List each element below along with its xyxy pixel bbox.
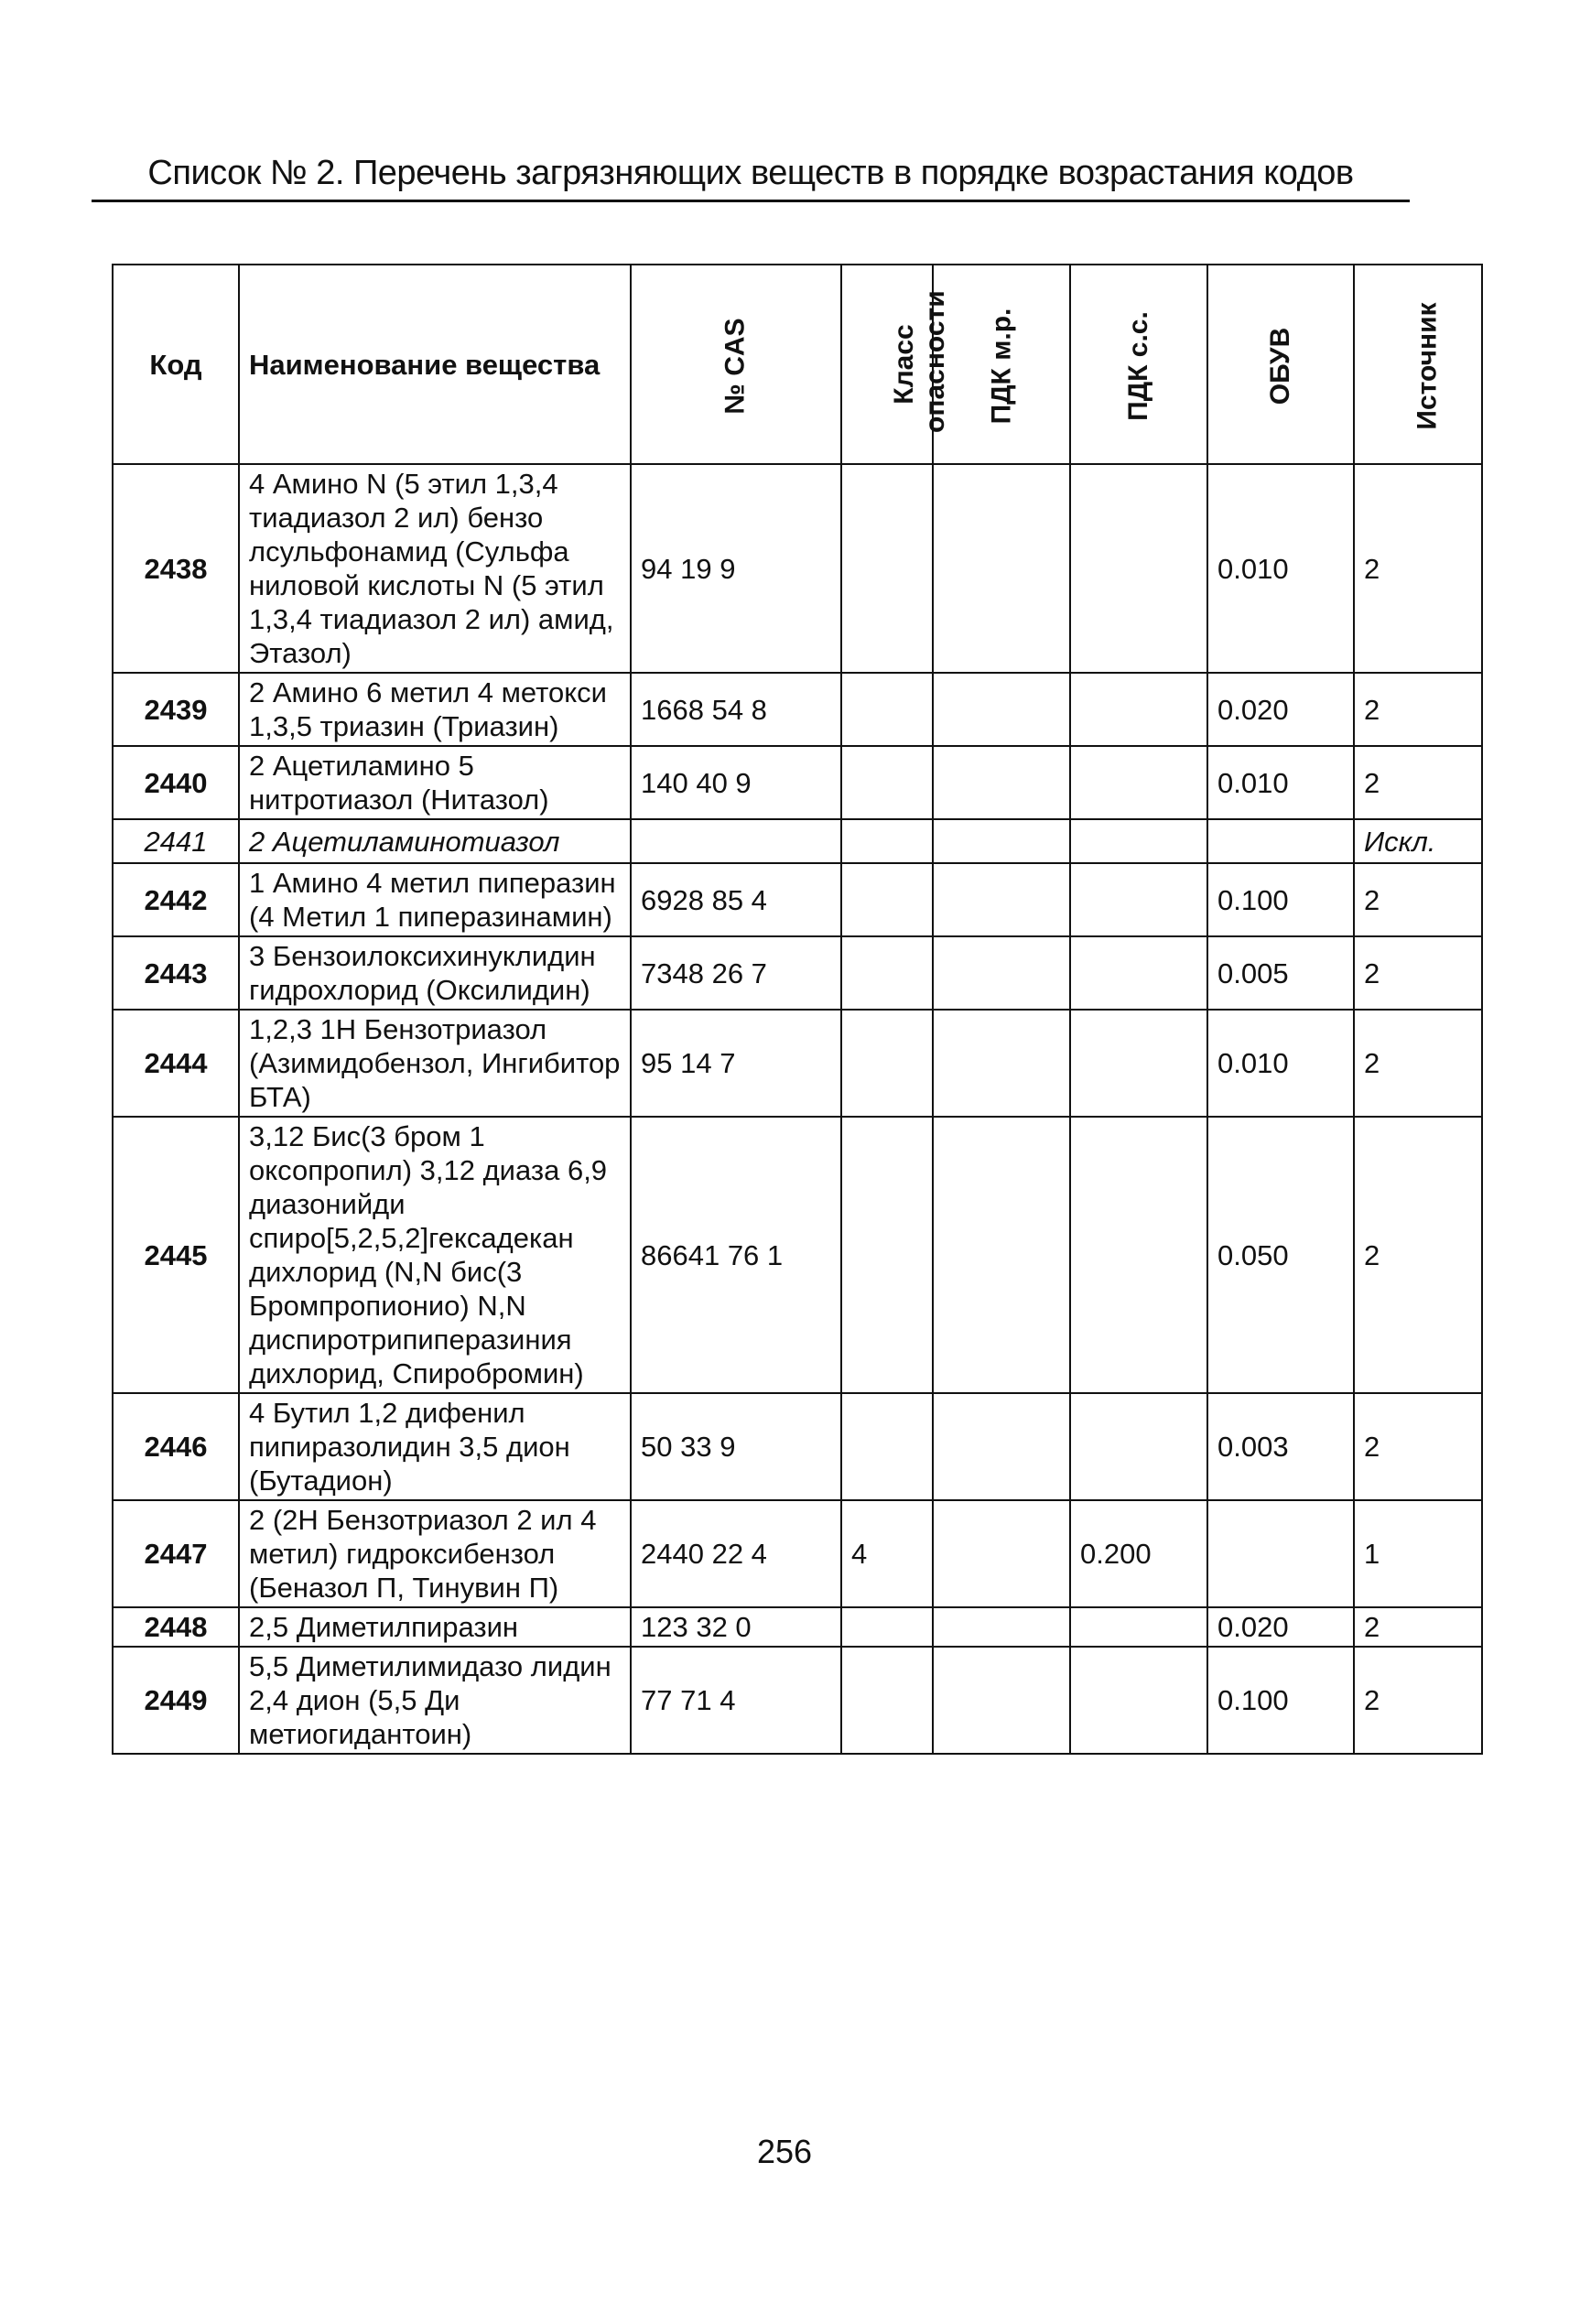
cell-hazard-class: 4	[841, 1500, 933, 1607]
cell-obuv: 0.010	[1207, 464, 1354, 673]
cell-code: 2441	[113, 819, 239, 863]
cell-source: 2	[1354, 1607, 1482, 1647]
table-row	[113, 746, 1482, 819]
cell-pdk-mr	[933, 1117, 1070, 1393]
cell-pdk-ss	[1070, 1393, 1207, 1500]
table-body	[113, 464, 1482, 1754]
cell-hazard-class	[841, 1393, 933, 1500]
cell-cas: 123 32 0	[631, 1607, 841, 1647]
column-header-pdk-ss	[1070, 265, 1207, 464]
cell-source: 2	[1354, 746, 1482, 819]
cell-cas: 94 19 9	[631, 464, 841, 673]
cell-name: 5,5 Диметилимидазо лидин 2,4 дион (5,5 Ди метиогидантоин)	[239, 1647, 631, 1754]
column-header-hazard-class-label: Класс опасности	[889, 290, 950, 433]
cell-obuv	[1207, 819, 1354, 863]
cell-pdk-ss	[1070, 746, 1207, 819]
cell-pdk-mr	[933, 819, 1070, 863]
table-row	[113, 673, 1482, 746]
cell-code: 2439	[113, 673, 239, 746]
column-header-source-label: Источник	[1412, 301, 1443, 430]
cell-name: 2 Ацетиламино 5 нитротиазол (Нитазол)	[239, 746, 631, 819]
cell-pdk-mr	[933, 936, 1070, 1010]
cell-code: 2448	[113, 1607, 239, 1647]
cell-code: 2449	[113, 1647, 239, 1754]
column-header-cas	[631, 265, 841, 464]
cell-pdk-ss	[1070, 819, 1207, 863]
cell-name: 1,2,3 1H Бензотриазол (Азимидобензол, Ингибитор БТА)	[239, 1010, 631, 1117]
cell-hazard-class	[841, 1010, 933, 1117]
table-row	[113, 464, 1482, 673]
cell-pdk-mr	[933, 746, 1070, 819]
cell-obuv: 0.010	[1207, 1010, 1354, 1117]
cell-cas: 7348 26 7	[631, 936, 841, 1010]
cell-pdk-ss	[1070, 1647, 1207, 1754]
table-row-excluded	[113, 819, 1482, 863]
cell-pdk-mr	[933, 1393, 1070, 1500]
cell-name: 2 Ацетиламинотиазол	[239, 819, 631, 863]
cell-name: 2,5 Диметилпиразин	[239, 1607, 631, 1647]
cell-obuv: 0.050	[1207, 1117, 1354, 1393]
cell-name: 3 Бензоилоксихинуклидин гидрохлорид (Оксилидин)	[239, 936, 631, 1010]
cell-code: 2438	[113, 464, 239, 673]
cell-name: 4 Амино N (5 этил 1,3,4 тиадиазол 2 ил) бензо лсульфонамид (Сульфа ниловой кислоты N (5 этил 1,3,4 тиадиазол 2 ил) амид, Этазол)	[239, 464, 631, 673]
cell-hazard-class	[841, 1117, 933, 1393]
column-header-pdk-ss-label: ПДК с.с.	[1123, 310, 1153, 421]
cell-name: 2 (2H Бензотриазол 2 ил 4 метил) гидроксибензол (Беназол П, Тинувин П)	[239, 1500, 631, 1607]
table-row	[113, 1647, 1482, 1754]
table-row	[113, 1393, 1482, 1500]
cell-pdk-ss: 0.200	[1070, 1500, 1207, 1607]
cell-obuv: 0.020	[1207, 673, 1354, 746]
cell-pdk-mr	[933, 863, 1070, 936]
cell-hazard-class	[841, 1607, 933, 1647]
cell-pdk-mr	[933, 673, 1070, 746]
cell-cas: 77 71 4	[631, 1647, 841, 1754]
column-header-source	[1354, 265, 1482, 464]
page-title: Список № 2. Перечень загрязняющих веществ в порядке возрастания кодов	[147, 154, 1354, 192]
cell-pdk-mr	[933, 1010, 1070, 1117]
column-header-name: Наименование вещества	[239, 265, 631, 464]
column-header-obuv-label: ОБУВ	[1264, 327, 1295, 405]
header-divider	[92, 200, 1410, 202]
cell-pdk-mr	[933, 1607, 1070, 1647]
table-header-row	[113, 265, 1482, 464]
column-header-pdk-mr-label: ПДК м.р.	[986, 308, 1016, 424]
column-header-code: Код	[113, 265, 239, 464]
cell-source: 2	[1354, 1010, 1482, 1117]
cell-hazard-class	[841, 464, 933, 673]
cell-hazard-class	[841, 1647, 933, 1754]
cell-cas: 6928 85 4	[631, 863, 841, 936]
cell-code: 2445	[113, 1117, 239, 1393]
cell-code: 2447	[113, 1500, 239, 1607]
table-row	[113, 1607, 1482, 1647]
cell-source: 2	[1354, 936, 1482, 1010]
cell-source: 2	[1354, 1647, 1482, 1754]
cell-pdk-ss	[1070, 863, 1207, 936]
cell-hazard-class	[841, 936, 933, 1010]
cell-obuv: 0.010	[1207, 746, 1354, 819]
cell-source: 2	[1354, 863, 1482, 936]
table-row	[113, 1500, 1482, 1607]
table-row	[113, 1010, 1482, 1117]
cell-name: 3,12 Бис(3 бром 1 оксопропил) 3,12 диаза 6,9 диазонийди спиро[5,2,5,2]гексадекан дихлорид (N,N бис(3 Бромпропионио) N,N диспиротрипиперазиния дихлорид, Спиробромин)	[239, 1117, 631, 1393]
cell-cas: 95 14 7	[631, 1010, 841, 1117]
cell-cas: 1668 54 8	[631, 673, 841, 746]
cell-code: 2444	[113, 1010, 239, 1117]
cell-code: 2440	[113, 746, 239, 819]
cell-obuv: 0.100	[1207, 863, 1354, 936]
table-row	[113, 936, 1482, 1010]
cell-pdk-ss	[1070, 1607, 1207, 1647]
cell-code: 2442	[113, 863, 239, 936]
cell-pdk-ss	[1070, 1117, 1207, 1393]
cell-pdk-ss	[1070, 1010, 1207, 1117]
cell-source: 2	[1354, 1117, 1482, 1393]
cell-cas: 140 40 9	[631, 746, 841, 819]
table-row	[113, 1117, 1482, 1393]
table-row	[113, 863, 1482, 936]
cell-source: 1	[1354, 1500, 1482, 1607]
cell-pdk-ss	[1070, 673, 1207, 746]
cell-obuv: 0.100	[1207, 1647, 1354, 1754]
cell-pdk-mr	[933, 1647, 1070, 1754]
cell-hazard-class	[841, 819, 933, 863]
cell-cas: 86641 76 1	[631, 1117, 841, 1393]
cell-name: 1 Амино 4 метил пиперазин (4 Метил 1 пиперазинамин)	[239, 863, 631, 936]
cell-pdk-ss	[1070, 936, 1207, 1010]
cell-pdk-mr	[933, 1500, 1070, 1607]
cell-source: 2	[1354, 464, 1482, 673]
cell-pdk-ss	[1070, 464, 1207, 673]
column-header-pdk-mr	[933, 265, 1070, 464]
cell-hazard-class	[841, 673, 933, 746]
cell-pdk-mr	[933, 464, 1070, 673]
column-header-obuv	[1207, 265, 1354, 464]
column-header-hazard-class	[841, 265, 950, 464]
cell-obuv	[1207, 1500, 1354, 1607]
cell-source: Искл.	[1354, 819, 1482, 863]
substances-table	[112, 264, 1483, 1755]
cell-obuv: 0.003	[1207, 1393, 1354, 1500]
cell-cas: 2440 22 4	[631, 1500, 841, 1607]
page-number: 256	[756, 2133, 813, 2170]
cell-hazard-class	[841, 746, 933, 819]
column-header-cas-label: № CAS	[720, 317, 751, 415]
cell-code: 2446	[113, 1393, 239, 1500]
cell-obuv: 0.005	[1207, 936, 1354, 1010]
cell-cas	[631, 819, 841, 863]
cell-source: 2	[1354, 673, 1482, 746]
cell-name: 4 Бутил 1,2 дифенил пипиразолидин 3,5 дион (Бутадион)	[239, 1393, 631, 1500]
cell-source: 2	[1354, 1393, 1482, 1500]
cell-code: 2443	[113, 936, 239, 1010]
cell-obuv: 0.020	[1207, 1607, 1354, 1647]
cell-name: 2 Амино 6 метил 4 метокси 1,3,5 триазин (Триазин)	[239, 673, 631, 746]
cell-cas: 50 33 9	[631, 1393, 841, 1500]
cell-hazard-class	[841, 863, 933, 936]
